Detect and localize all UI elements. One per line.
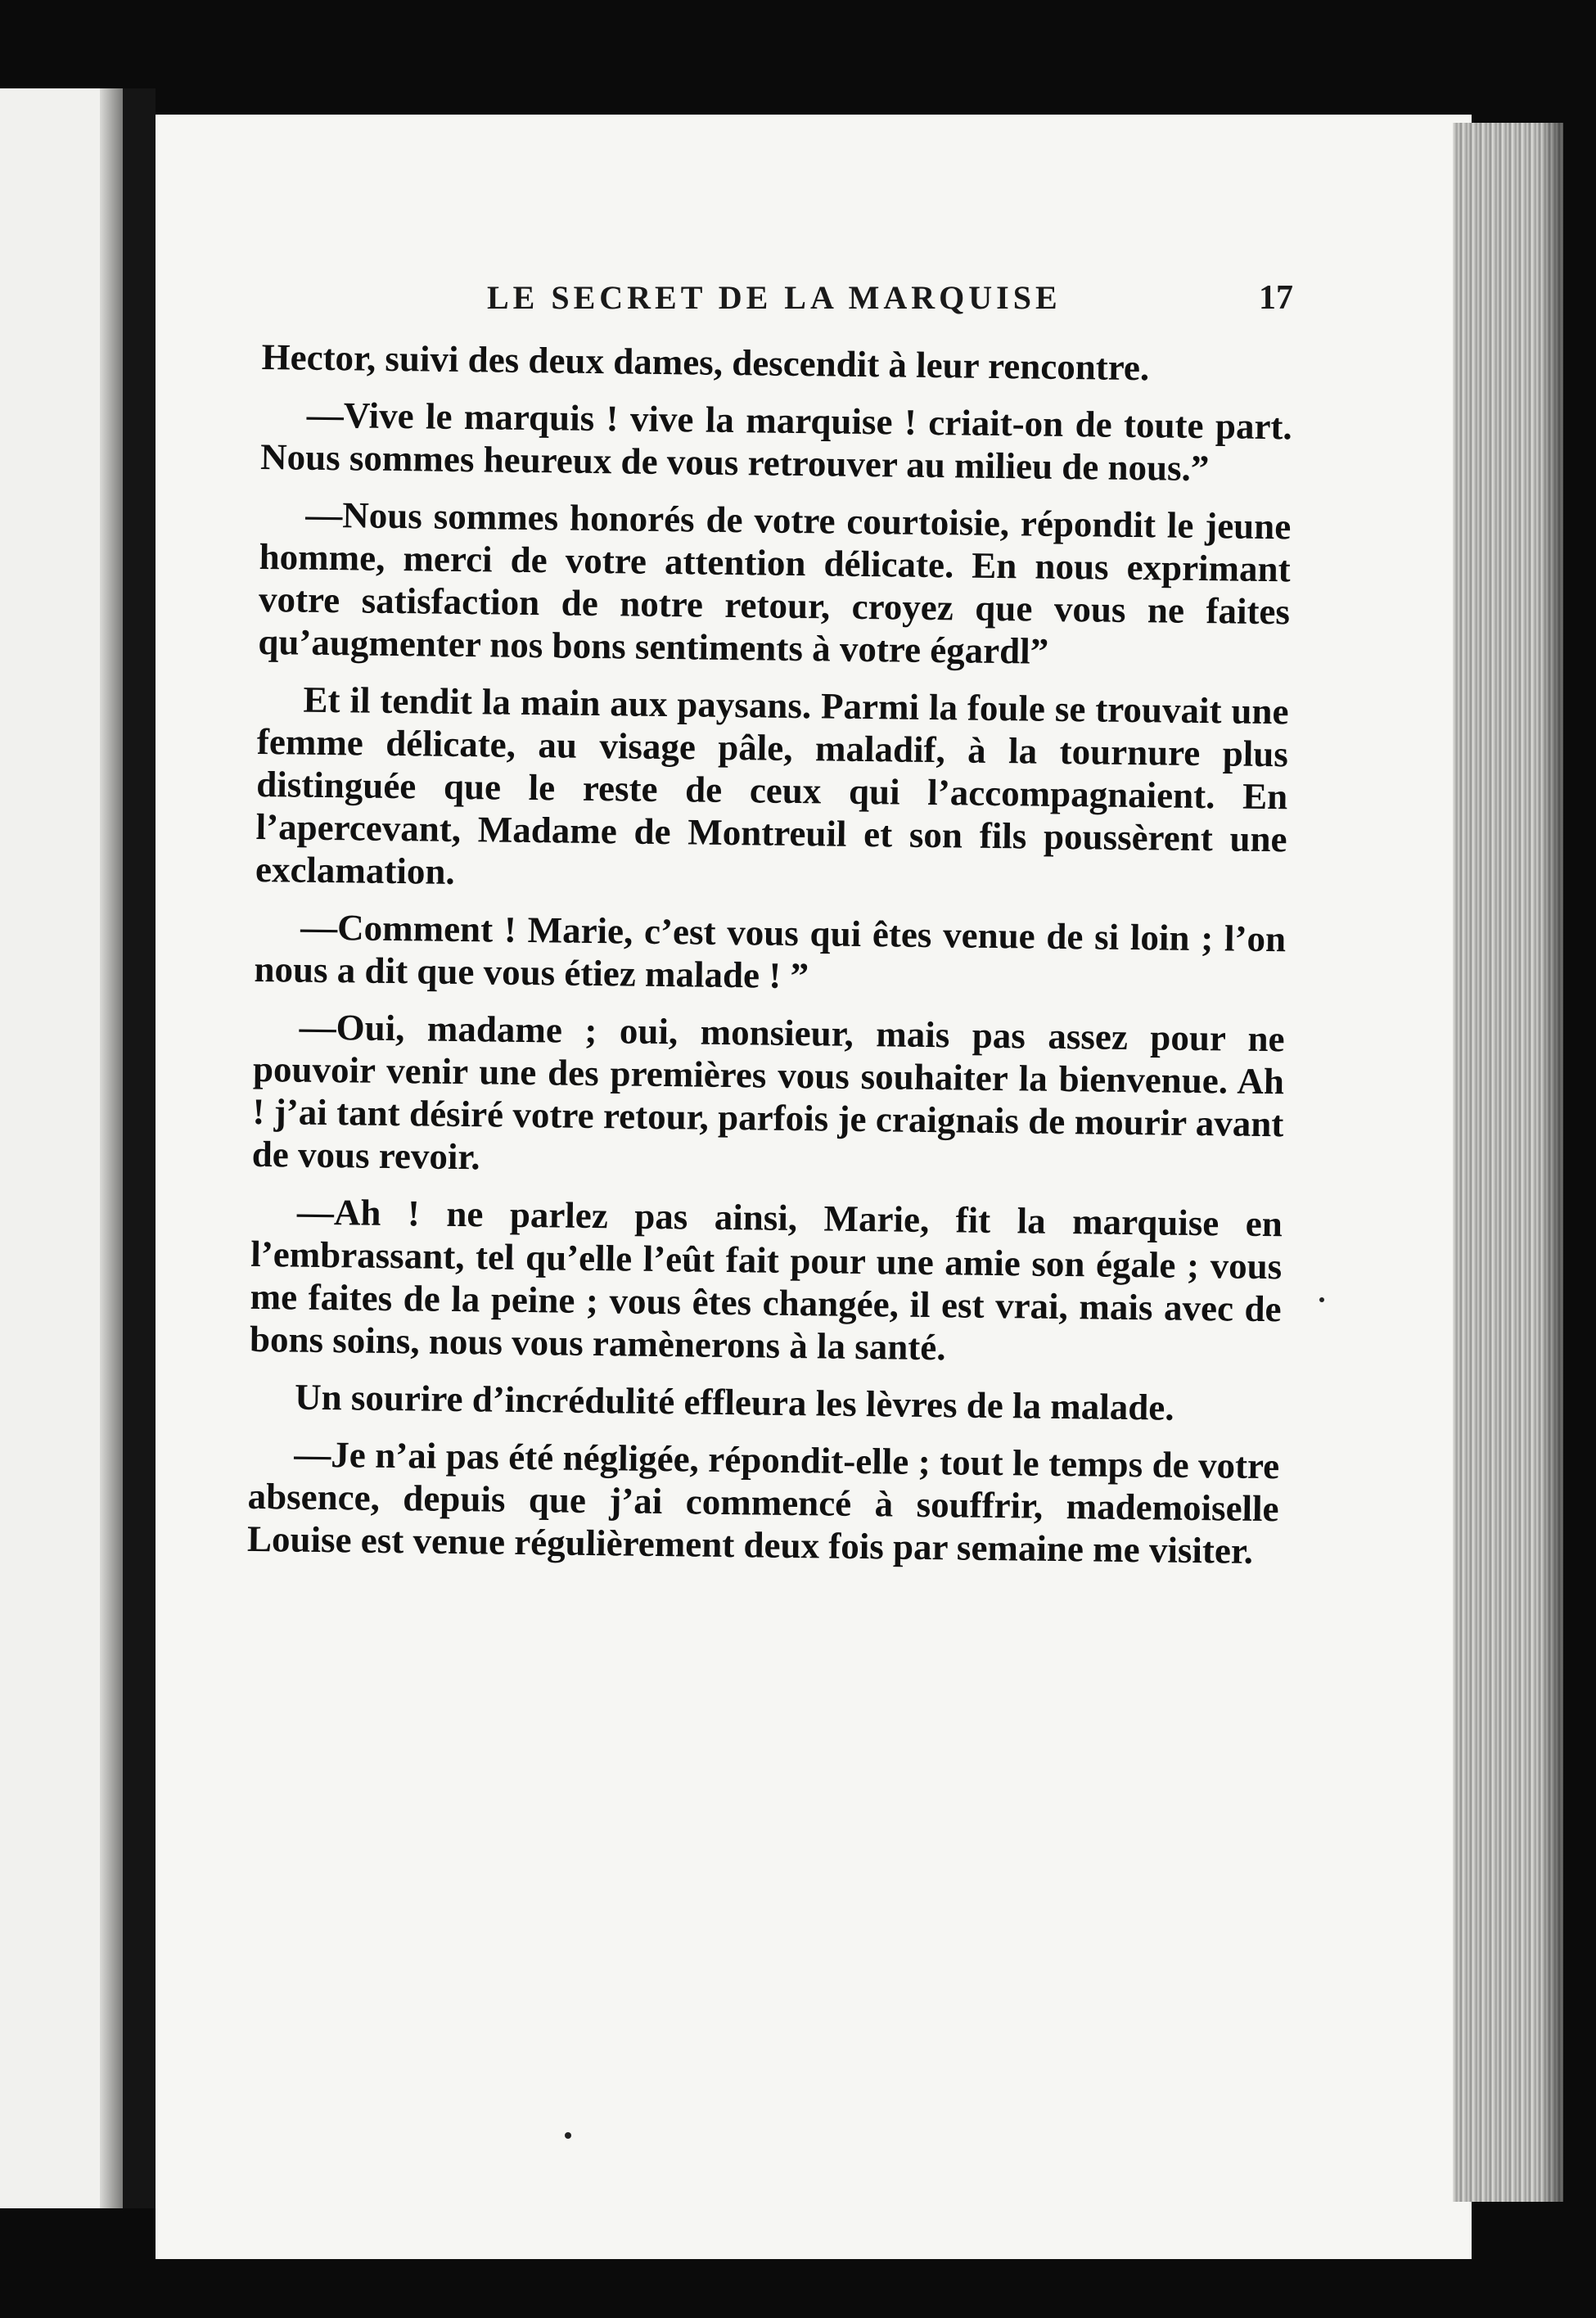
- left-page-curvature-shadow: [100, 88, 123, 2208]
- paragraph: —Ah ! ne parlez pas ainsi, Marie, fit la marquise en l’embrassant, tel qu’elle l’eût fait pour une amie son égale ; vous me faites de la peine ; vous êtes changée, il est vrai, mais avec de bons soins, nous vous ramènerons à la santé.: [249, 1191, 1283, 1369]
- page-number: 17: [1259, 279, 1293, 317]
- running-title: LE SECRET DE LA MARQUISE: [487, 279, 1062, 316]
- paragraph: —Je n’ai pas été négligée, répondit-elle ; tout le temps de votre absence, depuis que j’ai commencé à souffrir, mademoiselle Louise est venue régulièrement deux fois par semaine me visiter.: [246, 1433, 1280, 1572]
- running-head: [282, 278, 1293, 344]
- page-edges-shadow: [1539, 123, 1563, 2202]
- paragraph: —Vive le marquis ! vive la marquise ! criait-on de toute part. Nous sommes heureux de vous retrouver au milieu de nous.”: [259, 394, 1293, 489]
- paragraph: Un sourire d’incrédulité effleura les lèvres de la malade.: [294, 1376, 1174, 1428]
- paragraph: Hector, suivi des deux dames, descendit à leur rencontre.: [261, 336, 1150, 389]
- book-gutter: [123, 88, 156, 2208]
- paragraph: —Comment ! Marie, c’est vous qui êtes venue de si loin ; l’on nous a dit que vous étiez malade ! ”: [254, 906, 1287, 997]
- print-speck: [565, 2132, 571, 2139]
- print-speck: [1319, 1297, 1324, 1302]
- paragraph: Et il tendit la main aux paysans. Parmi la foule se trouvait une femme délicate, au visage pâle, maladif, à la tournure plus distinguée que le reste de ceux qui l’accompagnaient. En l’apercevant, Madame de Montreuil et son fils poussèrent une exclamation.: [255, 679, 1289, 892]
- paragraph: —Nous sommes honorés de votre courtoisie, répondit le jeune homme, merci de votre attention délicate. En nous exprimant votre satisfaction de notre retour, croyez que vous ne faites qu’augmenter nos bons sentiments à votre égardl”: [258, 494, 1292, 672]
- body-text: [241, 336, 1293, 2075]
- paragraph: —Oui, madame ; oui, monsieur, mais pas assez pour ne pouvoir venir une des premières vous souhaiter la bienvenue. Ah ! j’ai tant désiré votre retour, parfois je craignais de mourir avant de vous revoir.: [251, 1006, 1285, 1178]
